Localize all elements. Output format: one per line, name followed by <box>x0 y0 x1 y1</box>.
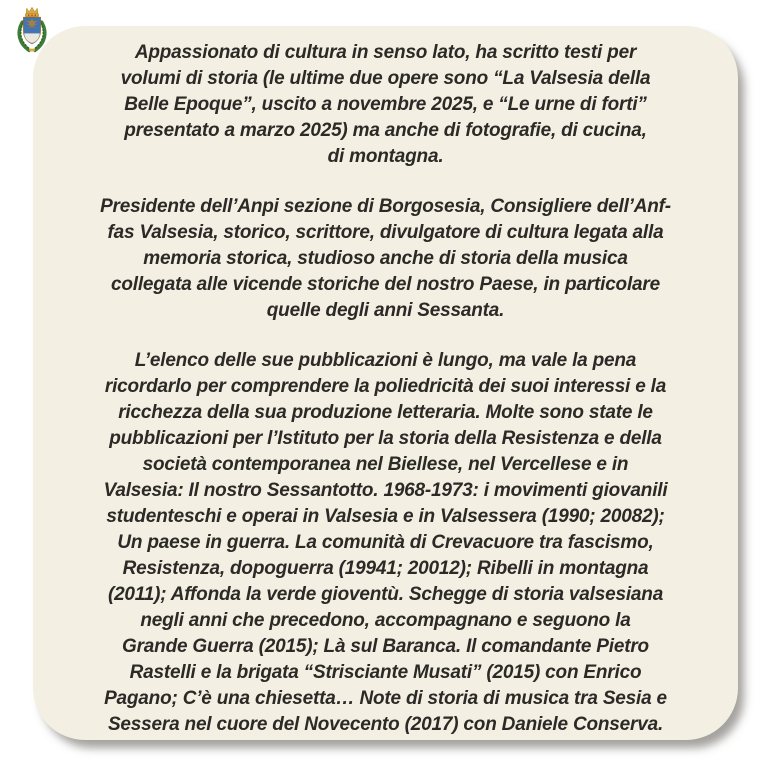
text-line: ricchezza della sua produzione letteraria. Molte sono state le <box>118 402 653 423</box>
bio-paragraph <box>67 40 704 170</box>
text-line: ricordarlo per comprendere la poliedricità dei suoi interessi e la <box>104 376 667 397</box>
text-line: volumi di storia (le ultime due opere sono “La Valsesia della <box>120 68 651 89</box>
bio-card <box>33 26 738 740</box>
text-line: fas Valsesia, storico, scrittore, divulgatore di cultura legata alla <box>107 222 664 243</box>
text-line: Sessera nel cuore del Novecento (2017) con Daniele Conserva. <box>107 714 664 735</box>
bio-paragraph <box>67 194 704 324</box>
text-line: pubblicazioni per l’Istituto per la storia della Resistenza e della <box>109 428 662 449</box>
text-line: quelle degli anni Sessanta. <box>266 300 505 321</box>
shield <box>23 17 40 44</box>
text-line: Pagano; C’è una chiesetta… Note di storia di musica tra Sesia e <box>104 688 667 709</box>
text-line: Belle Epoque”, uscito a novembre 2025, e “Le urne di forti” <box>124 94 647 115</box>
crown-icon <box>25 7 38 17</box>
bio-paragraph <box>67 348 704 738</box>
text-line: presentato a marzo 2025) ma anche di fotografie, di cucina, <box>124 120 647 141</box>
text-line: L’elenco delle sue pubblicazioni è lungo, ma vale la pena <box>134 350 637 371</box>
municipal-coat-of-arms-icon <box>13 5 51 57</box>
text-line: Resistenza, dopoguerra (19941; 20012); Ribelli in montagna <box>122 558 649 579</box>
text-line: società contemporanea nel Biellese, nel Vercellese e in <box>142 454 629 475</box>
bio-text <box>67 40 704 738</box>
text-line: (2011); Affonda la verde gioventù. Schegge di storia valsesiana <box>107 584 664 605</box>
text-line: Un paese in guerra. La comunità di Crevacuore tra fascismo, <box>117 532 654 553</box>
text-line: Rastelli e la brigata “Strisciante Musati” (2015) con Enrico <box>129 662 642 683</box>
text-line: studenteschi e operai in Valsesia e in Valsessera (1990; 20082); <box>106 506 665 527</box>
text-line: di montagna. <box>327 146 444 167</box>
text-line: Appassionato di cultura in senso lato, ha scritto testi per <box>134 42 637 63</box>
text-line: Valsesia: Il nostro Sessantotto. 1968-1973: i movimenti giovanili <box>103 480 668 501</box>
text-line: collegata alle vicende storiche del nostro Paese, in particolare <box>111 274 660 295</box>
text-line: Grande Guerra (2015); Là sul Baranca. Il comandante Pietro <box>122 636 649 657</box>
text-line: negli anni che precedono, accompagnano e seguono la <box>140 610 631 631</box>
text-line: Presidente dell’Anpi sezione di Borgosesia, Consigliere dell’Anf- <box>100 196 671 217</box>
text-line: memoria storica, studioso anche di storia della musica <box>143 248 628 269</box>
